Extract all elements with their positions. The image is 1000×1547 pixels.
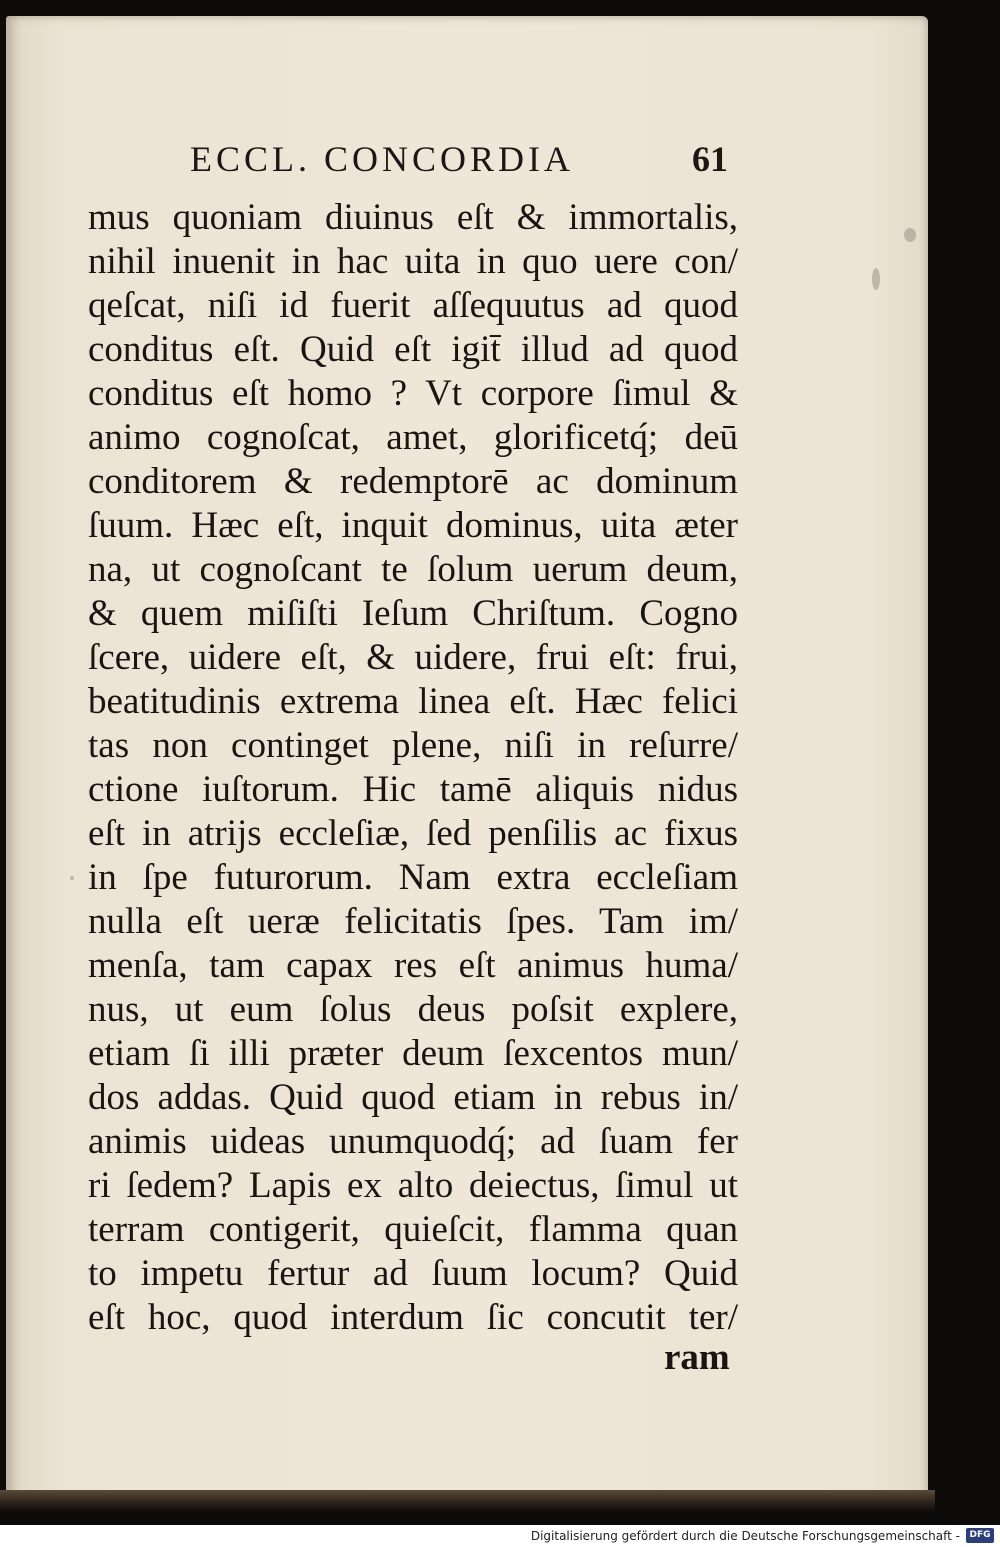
text-line: nus, ut eum ſolus deus poſsit explere,: [88, 989, 738, 1030]
page-edge-shadow: [0, 1490, 935, 1512]
paper-stain: [872, 268, 880, 290]
running-head: ECCL. CONCORDIA: [190, 139, 575, 179]
text-line: animis uideas unumquodq́; ad ſuam fer: [88, 1121, 738, 1162]
text-line: nihil inuenit in hac uita in quo uere con/: [88, 241, 738, 282]
footer-credit[interactable]: Digitalisierung gefördert durch die Deutsche Forschungsgemeinschaft -: [530, 1529, 960, 1543]
digitization-footer: [0, 1525, 1000, 1547]
text-line: conditus eſt. Quid eſt igit̄ illud ad quod: [88, 329, 738, 370]
text-line: ſuum. Hæc eſt, inquit dominus, uita æter: [88, 505, 738, 546]
text-block: [88, 196, 738, 1340]
text-line: conditus eſt homo ? Vt corpore ſimul &: [88, 373, 738, 414]
text-line: ri ſedem? Lapis ex alto deiectus, ſimul ut: [88, 1165, 738, 1206]
text-line: eſt in atrijs eccleſiæ, ſed penſilis ac fixus: [88, 813, 738, 854]
text-line: to impetu fertur ad ſuum locum? Quid: [88, 1253, 738, 1294]
text-line: nulla eſt ueræ felicitatis ſpes. Tam im/: [88, 901, 738, 942]
text-line: etiam ſi illi præter deum ſexcentos mun/: [88, 1033, 738, 1074]
text-line: animo cognoſcat, amet, glorificetq́; deū: [88, 417, 738, 458]
text-line: menſa, tam capax res eſt animus huma/: [88, 945, 738, 986]
text-line: mus quoniam diuinus eſt & immortalis,: [88, 197, 738, 238]
text-line: eſt hoc, quod interdum ſic concutit ter/: [88, 1297, 738, 1338]
text-line: & quem miſiſti Ieſum Chriſtum. Cogno: [88, 593, 738, 634]
paper-stain: [904, 228, 916, 242]
text-line: beatitudinis extrema linea eſt. Hæc felici: [88, 681, 738, 722]
text-line: terram contigerit, quieſcit, flamma quan: [88, 1209, 738, 1250]
text-line: tas non continget plene, niſi in reſurre/: [88, 725, 738, 766]
page-number: 61: [692, 139, 728, 179]
text-line: conditorem & redemptorē ac dominum: [88, 461, 738, 502]
text-line: dos addas. Quid quod etiam in rebus in/: [88, 1077, 738, 1118]
catchword: ram: [664, 1337, 730, 1378]
text-line: na, ut cognoſcant te ſolum uerum deum,: [88, 549, 738, 590]
text-line: qeſcat, niſi id fuerit aſſequutus ad quod: [88, 285, 738, 326]
text-line: in ſpe futurorum. Nam extra eccleſiam: [88, 857, 738, 898]
text-line: ctione iuſtorum. Hic tamē aliquis nidus: [88, 769, 738, 810]
dfg-logo-icon[interactable]: DFG: [966, 1528, 994, 1543]
text-line: ſcere, uidere eſt, & uidere, frui eſt: frui,: [88, 637, 738, 678]
paper-stain: [70, 876, 74, 880]
